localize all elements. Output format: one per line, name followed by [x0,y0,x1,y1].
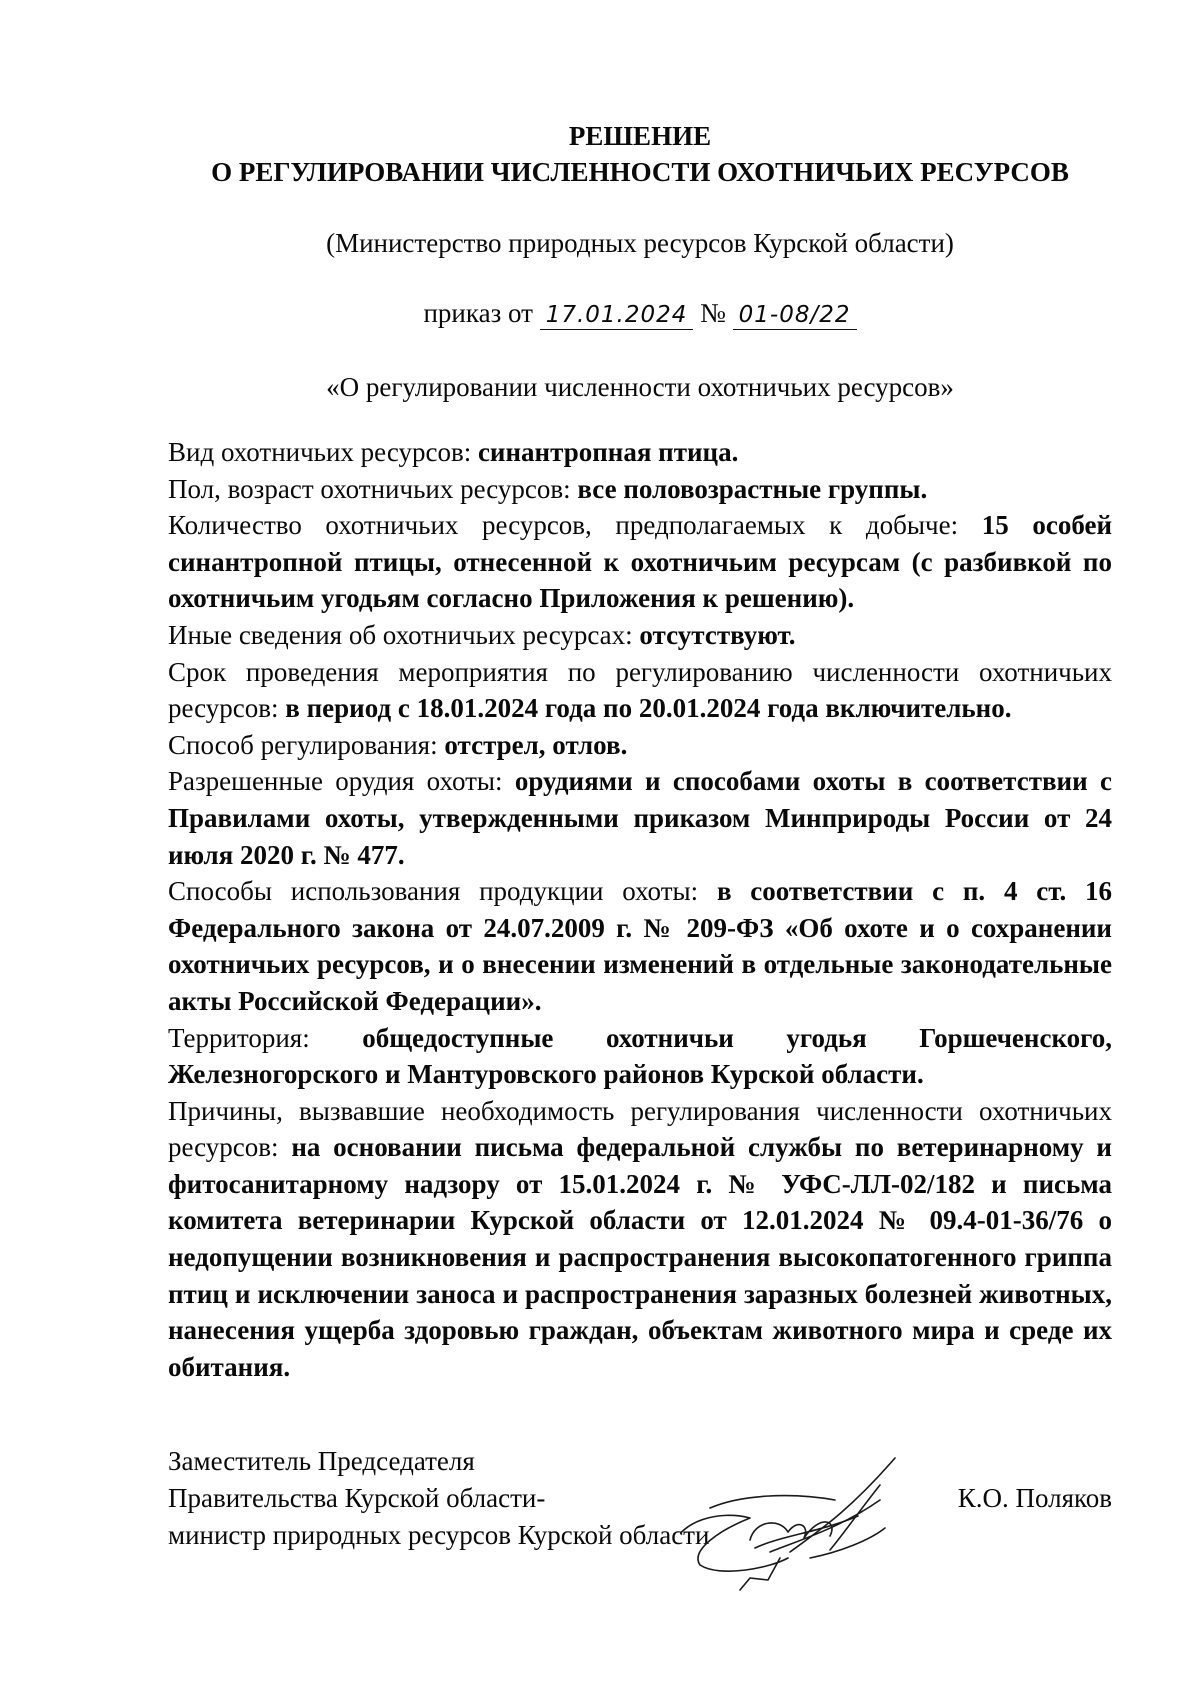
field-label: Иные сведения об охотничьих ресурсах: [168,619,640,650]
field-label: Территория: [168,1022,363,1053]
field-label: Способы использования продукции охоты: [168,876,717,907]
field-value: отсутствуют. [639,619,796,650]
field-label: Пол, возраст охотничьих ресурсов: [168,473,578,504]
field-hunting-tools [168,763,1112,873]
field-territory [168,1020,1112,1093]
field-value: все половозрастные группы. [577,473,928,504]
field-value: 15 особей синантропной птицы, отнесенной к охотничьим ресурсам (с разбивкой по охотничьим угодьям согласно Приложения к решению). [168,510,1113,614]
field-method [168,727,1112,764]
order-number-handwritten: 01-08/22 [733,301,857,330]
field-value: на основании письма федеральной службы по ветеринарному и фитосанитарному надзору от 15.01.2024 г. № УФС-ЛЛ-02/182 и письма комитета ветеринарии Курской области от 12.01.2024 № 09.4-01-36/76 о недопущении возникновения и распространения высокопатогенного гриппа птиц и исключении заноса и распространения заразных болезней животных, нанесения ущерба здоровью граждан, объектам животного мира и среде их обитания. [168,1132,1112,1382]
field-reasons [168,1093,1112,1386]
field-label: Способ регулирования: [168,729,445,760]
signer-title-line-3: министр природных ресурсов Курской области [168,1520,710,1550]
order-subject: «О регулировании численности охотничьих ресурсов» [326,372,954,402]
field-product-use [168,873,1112,1019]
signer-title-line-2: Правительства Курской области- [168,1483,546,1513]
field-label: Причины, вызвавшие необходимость регулирования численности охотничьих ресурсов: [168,1095,1112,1163]
order-prefix: приказ от [423,298,533,328]
field-value: отстрел, отлов. [444,729,628,760]
field-label: Вид охотничьих ресурсов: [168,437,478,467]
field-quantity [168,507,1112,617]
signer-title-line-1: Заместитель Председателя [168,1446,475,1476]
document-title [180,118,1100,190]
field-value: орудиями и способами охоты в соответствии с Правилами охоты, утвержденными приказом Минприроды России от 24 июля 2020 г. № 477. [168,766,1112,870]
field-value: синантропная птица. [477,437,739,467]
field-species [168,434,1112,471]
field-value: в соответствии с п. 4 ст. 16 Федерального закона от 24.07.2009 г. № 209-ФЗ «Об охоте и о сохранении охотничьих ресурсов, и о внесении изменений в отдельные законодательные акты Российской Федерации». [168,876,1113,1016]
signature-block [168,1443,1112,1554]
order-line [0,296,1200,330]
title-line-2: О РЕГУЛИРОВАНИИ ЧИСЛЕННОСТИ ОХОТНИЧЬИХ РЕСУРСОВ [211,157,1069,187]
field-period [168,654,1112,727]
handwritten-signature [680,1440,920,1605]
field-label: Разрешенные орудия охоты: [168,766,515,797]
field-label: Срок проведения мероприятия по регулированию численности охотничьих ресурсов: [168,656,1112,724]
field-sex-age [168,471,1112,508]
signer-name: К.О. Поляков [957,1483,1112,1513]
issuing-ministry: (Министерство природных ресурсов Курской области) [326,228,954,258]
field-value: в период с 18.01.2024 года по 20.01.2024 года включительно. [285,693,1012,724]
order-date-handwritten: 17.01.2024 [540,301,694,330]
signer-row [168,1480,1112,1517]
field-label: Количество охотничьих ресурсов, предполагаемых к добыче: [168,510,982,541]
order-number-sign: № [700,298,726,328]
decision-fields [168,434,1112,1385]
field-value: общедоступные охотничьи угодья Горшеченского, Железногорского и Мантуровского районов Курской области. [168,1022,1112,1090]
field-other-info [168,617,1112,654]
title-line-1: РЕШЕНИЕ [568,121,712,151]
